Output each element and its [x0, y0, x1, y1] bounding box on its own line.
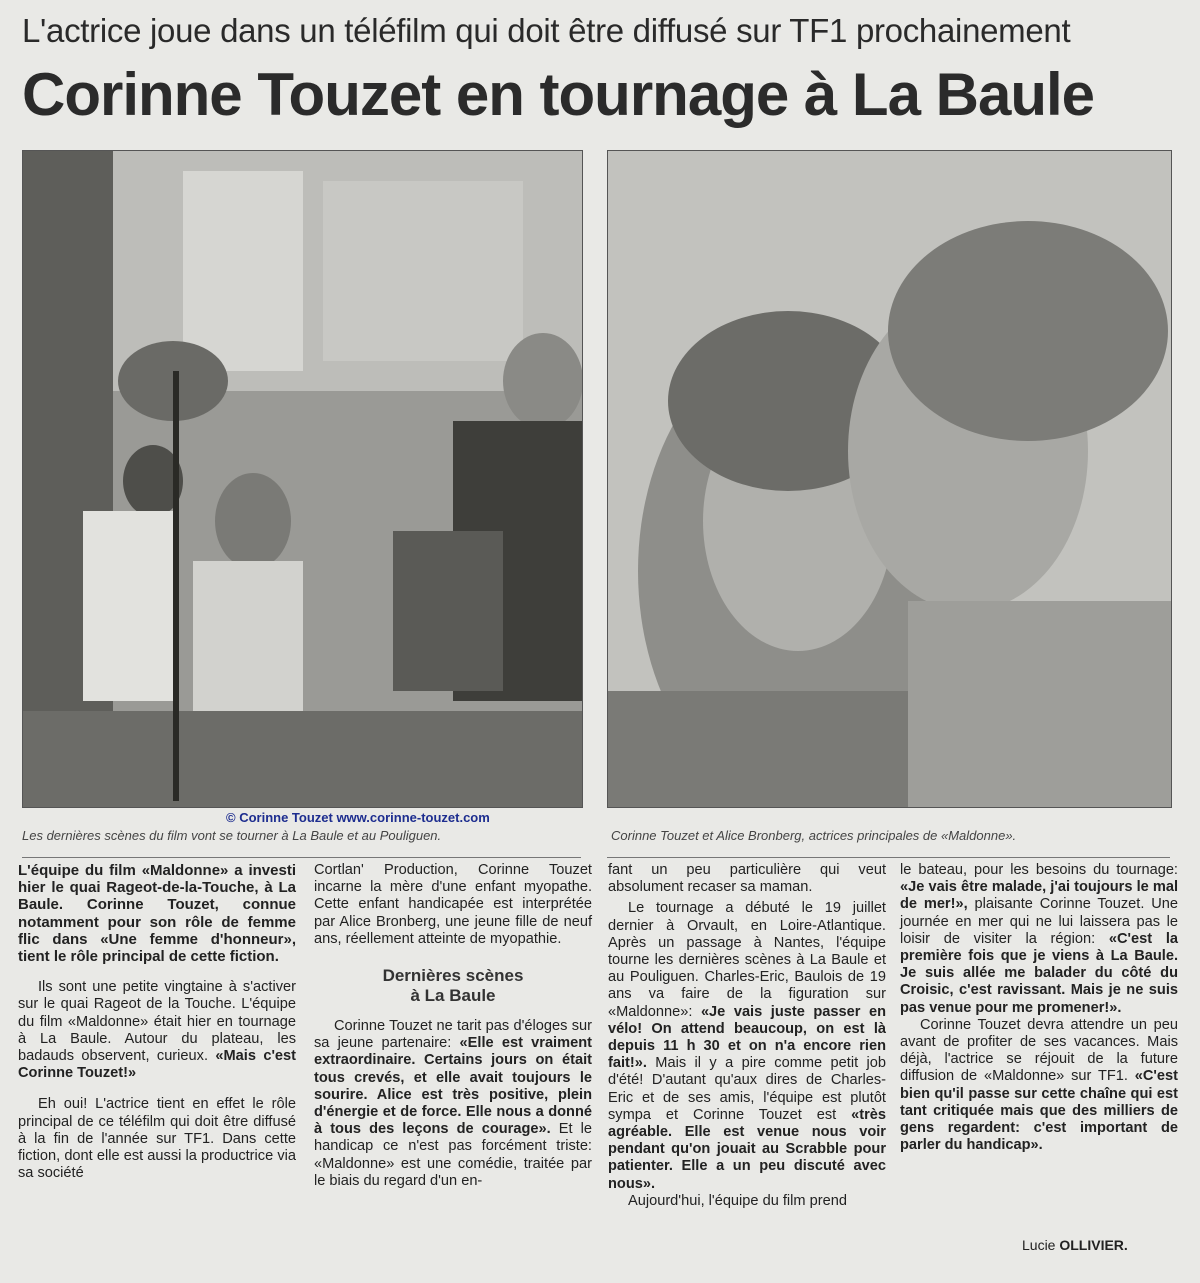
article-paragraph: [314, 1018, 592, 1190]
quote: «Mais c'est Corinne Touzet!»: [18, 1048, 297, 1082]
film-crew-photo: [22, 150, 583, 808]
caption-rule-right: [607, 857, 1170, 858]
author-signature: [1022, 1237, 1128, 1253]
article-paragraph: [608, 900, 886, 1192]
article-subhead: [314, 966, 592, 1006]
text-run: Mais il y a pire comme petit job d'été! D'autant qu'aux dires de Charles-Eric et de ses amis, l'équipe est plutôt sympa et Corinne Touzet est: [608, 1055, 886, 1123]
article-kicker: L'actrice joue dans un téléfilm qui doit être diffusé sur TF1 prochainement: [22, 12, 1071, 49]
photo-copyright: © Corinne Touzet www.corinne-touzet.com: [226, 810, 490, 825]
actresses-photo: [607, 150, 1172, 808]
article-lead: L'équipe du film «Maldonne» a investi hier le quai Rageot-de-la-Touche, à La Baule. Corinne Touzet, connue notamment pour son rôle de femme flic dans «Une femme d'honneur», tient le rôle principal de cette fiction.: [18, 862, 296, 966]
quote: «très agréable. Elle est venue nous voir pendant qu'on jouait au Scrabble pour patienter. Elle a un peu discuté avec nous».: [608, 1106, 886, 1192]
film-crew-photo-graphic: [23, 151, 582, 807]
article-paragraph: [18, 979, 296, 1082]
text-run: Et le handicap ce n'est pas forcément triste: «Maldonne» est une comédie, traitée par le biais du regard d'un en-: [314, 1121, 592, 1189]
actresses-photo-graphic: [608, 151, 1171, 807]
article-paragraph: Aujourd'hui, l'équipe du film prend: [628, 1192, 847, 1209]
text-run: Le tournage a débuté le 19 juillet dernier à Orvault, en Loire-Atlantique. Après un passage à Nantes, l'équipe tourne les dernières scènes à La Baule et au Pouliguen. Charles-Eric, Baulois de 19 ans va faire de la figuration sur «Maldonne»:: [608, 900, 886, 1020]
article-column-2: [314, 862, 592, 1190]
article-column-3: [608, 862, 886, 1210]
quote: «Je vais juste passer en vélo! On attend beaucoup, on est là depuis 11 h 30 et on n'a encore rien fait!».: [608, 1003, 886, 1072]
article-column-4: [900, 862, 1178, 1154]
quote: «C'est bien qu'il passe sur cette chaîne qui est tant critiquée mais que des milliers de gens regardent: c'est important de parler du handicap».: [900, 1068, 1178, 1154]
caption-left: Les dernières scènes du film vont se tourner à La Baule et au Pouliguen.: [22, 828, 442, 843]
quote: «C'est la première fois que je viens à La Baule. Je suis allée me balader du côté du Croisic, c'est ravissant. Mais je ne suis pas venue pour me promener!».: [900, 930, 1178, 1016]
article-paragraph: fant un peu particulière qui veut absolument recaser sa maman.: [608, 862, 886, 896]
article-headline: Corinne Touzet en tournage à La Baule: [22, 61, 1095, 128]
text-run: plaisante Corinne Touzet. Une journée en mer qui ne lui laissera pas le loisir de visiter la région:: [900, 896, 1178, 947]
text-run: Corinne Touzet ne tarit pas d'éloges sur sa jeune partenaire:: [314, 1018, 592, 1052]
article-paragraph: Eh oui! L'actrice tient en effet le rôle principal de ce téléfilm qui doit être diffusé à la fin de l'année sur TF1. Dans cette fiction, dont elle est aussi la productrice via sa société: [18, 1096, 296, 1182]
quote: «Je vais être malade, j'ai toujours le mal de mer!»,: [900, 879, 1178, 913]
caption-right: Corinne Touzet et Alice Bronberg, actrices principales de «Maldonne».: [611, 828, 1017, 843]
author-last-name: OLLIVIER.: [1059, 1237, 1128, 1253]
subhead-line: Dernières scènes: [382, 966, 524, 986]
quote: «Elle est vraiment extraordinaire. Certains jours on était tous crevés, et elle avait toujours le sourire. Alice est très positive, plein d'énergie et de force. Elle nous a donné à tous des leçons de courage».: [314, 1035, 592, 1138]
subhead-line: à La Baule: [410, 986, 496, 1006]
article-paragraph: Cortlan' Production, Corinne Touzet incarne la mère d'une enfant myopathe. Cette enfant handicapée est interprétée par Alice Bronberg, une jeune fille de neuf ans, réellement atteinte de myopathie.: [314, 862, 592, 947]
caption-rule-left: [22, 857, 581, 858]
text-run: Corinne Touzet devra attendre un peu avant de profiter de ses vacances. Mais déjà, l'actrice se réjouit de la future diffusion de «Maldonne» sur TF1.: [900, 1016, 1178, 1085]
text-run: Ils sont une petite vingtaine à s'activer sur le quai Rageot de la Touche. L'équipe du film «Maldonne» était hier en tournage à La Baule. Autour du plateau, les badauds observent, curieux.: [18, 979, 296, 1065]
article-paragraph: [900, 862, 1178, 1017]
author-first-name: Lucie: [1022, 1237, 1060, 1253]
article-paragraph: [900, 1017, 1178, 1155]
text-run: le bateau, pour les besoins du tournage:: [900, 862, 1178, 878]
article-column-1: [18, 862, 296, 1182]
